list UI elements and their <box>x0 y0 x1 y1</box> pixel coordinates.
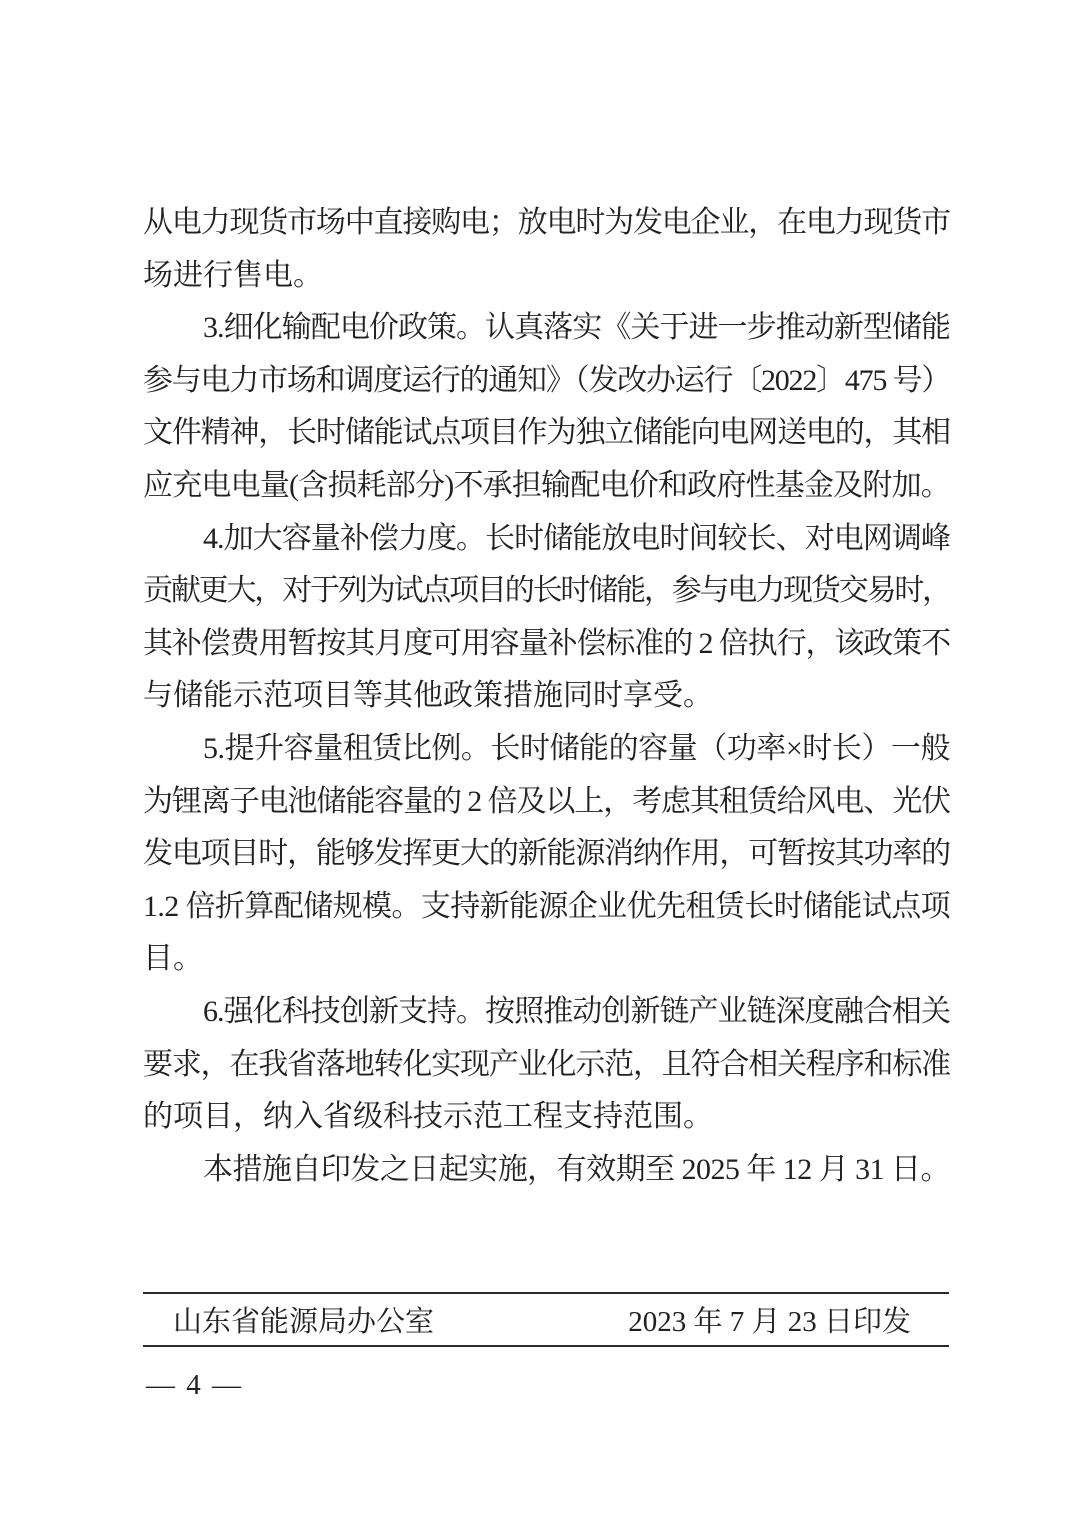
line-text: 场进行售电。 <box>143 258 323 292</box>
issuing-office: 山东省能源局办公室 <box>173 1305 435 1338</box>
paragraph-start-line <box>143 1144 950 1197</box>
line-text: 文件精神，长时储能试点项目作为独立储能向电网送电的，其相 <box>143 416 950 450</box>
line-text: 的项目，纳入省级科技示范工程支持范围。 <box>143 1100 713 1134</box>
line-text: 本措施自印发之日起实施，有效期至 2025 年 12 月 31 日。 <box>203 1152 950 1186</box>
line-text: 与储能示范项目等其他政策措施同时享受。 <box>143 679 713 713</box>
paragraph-start-line <box>143 302 950 355</box>
body-line <box>143 250 950 303</box>
body-line <box>143 776 950 829</box>
body-line <box>143 197 950 250</box>
page-number: — 4 — <box>146 1369 243 1401</box>
paragraph-start-line <box>143 513 950 566</box>
body-line <box>143 1091 950 1144</box>
body-line <box>143 670 950 723</box>
print-date: 2023 年 7 月 23 日印发 <box>628 1305 911 1338</box>
line-text: 应充电电量(含损耗部分)不承担输配电价和政府性基金及附加。 <box>143 468 950 502</box>
paragraph-start-line <box>143 986 950 1039</box>
body-line <box>143 618 950 671</box>
line-text: 3.细化输配电价政策。认真落实《关于进一步推动新型储能 <box>203 311 950 345</box>
line-text: 6.强化科技创新支持。按照推动创新链产业链深度融合相关 <box>203 994 950 1028</box>
body-line <box>143 460 950 513</box>
body-line <box>143 565 950 618</box>
line-text: 从电力现货市场中直接购电；放电时为发电企业，在电力现货市 <box>143 206 950 239</box>
body-line <box>143 881 950 934</box>
body-line <box>143 933 950 986</box>
body-line <box>143 1039 950 1092</box>
line-text: 目。 <box>143 942 203 976</box>
line-text: 贡献更大，对于列为试点项目的长时储能，参与电力现货交易时， <box>143 574 950 608</box>
line-text: 为锂离子电池储能容量的 2 倍及以上，考虑其租赁给风电、光伏 <box>143 784 950 818</box>
document-body <box>143 197 950 1196</box>
body-line <box>143 355 950 408</box>
paragraph-start-line <box>143 723 950 776</box>
line-text: 其补偿费用暂按其月度可用容量补偿标准的 2 倍执行，该政策不 <box>143 626 950 660</box>
footer-row <box>143 1294 949 1344</box>
body-line <box>143 828 950 881</box>
line-text: 5.提升容量租赁比例。长时储能的容量（功率×时长）一般 <box>203 731 950 765</box>
line-text: 发电项目时，能够发挥更大的新能源消纳作用，可暂按其功率的 <box>143 837 950 871</box>
line-text: 要求，在我省落地转化实现产业化示范，且符合相关程序和标准 <box>143 1047 950 1081</box>
body-line <box>143 407 950 460</box>
footer-rule-bottom <box>143 1345 949 1347</box>
line-text: 1.2 倍折算配储规模。支持新能源企业优先租赁长时储能试点项 <box>143 889 950 923</box>
line-text: 参与电力市场和调度运行的通知》（发改办运行〔2022〕475 号） <box>143 363 950 397</box>
line-text: 4.加大容量补偿力度。长时储能放电时间较长、对电网调峰 <box>203 521 950 555</box>
